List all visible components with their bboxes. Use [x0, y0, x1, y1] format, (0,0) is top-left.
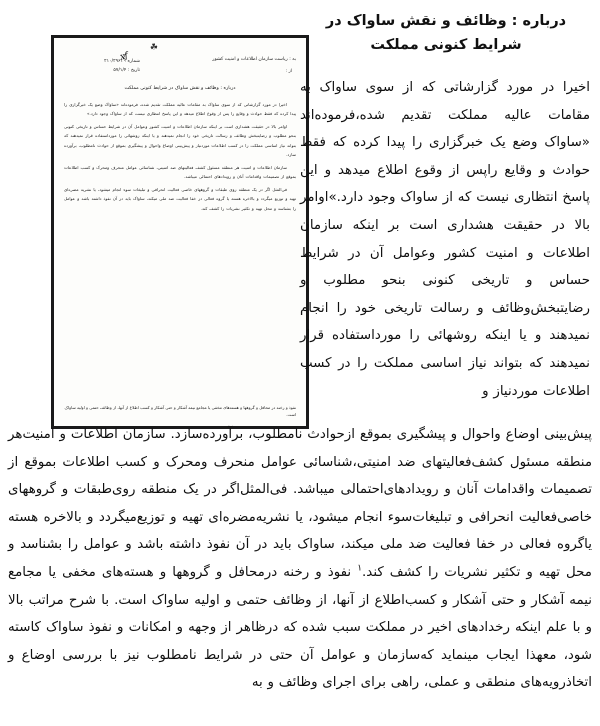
document-subject: درباره : وظائف و نقش ساواک در شرایط کنونی مملکت: [124, 86, 236, 91]
transcription-right-column: اخیرا در مورد گزارشاتی که از سوی ساواک به مقامات عالیه مملکت تقدیم شده،فرموده‌اند «ساواک وضع یک خبرگزاری را پیدا کرده که فقط حوادث و وقایع راپس از وقوع اطلاع میدهد و این پاسخ انتظاری نیست که از ساواک وجود دارد.»اوامر بالا در حقیقت هشداری است بر اینکه سازمان اطلاعات و امنیت کشور وعوامل آن در شرایط حساس و تاریخی کنونی بنحو مطلوب و رضایتبخش‌وظائف و رسالت تاریخی خود را انجام نمیدهند و یا اینکه روشهائی را مورداستفاده قرار نمیدهند که بتواند نیاز اساسی مملکت را در کسب اطلاعات موردنیاز و: [300, 80, 590, 399]
document-addressee: به : ریاست سازمان اطلاعات و امنیت کشور: [212, 57, 296, 62]
document-footer-note: نفوذ و رخنه در محافل و گروهها و هسته‌های مخفی یا مجامع نیمه آشکار و حتی آشکار و کسب اطلاع از آنها، از وظائف حتمی و اولیه ساواک است.: [64, 405, 296, 417]
transcription-full-width: [8, 421, 592, 697]
transcription-part-2: نفوذ و رخنه درمحافل و گروهها و هسته‌های مخفی یا مجامع نیمه آشکار و حتی آشکار و کسب‌اطلاع از آنها، از وظائف حتمی و اولیه ساواک است. با شرح مراتب بالا و با علم اینکه رخدادهای اخیر در مملکت سبب شده که درظاهر از وجهه و امکانات و نفوذ ساواک کاسته شود، معهذا ایجاب مینماید که‌سازمان و عوامل آن حتی در شرایط نامطلوب نیز با بررسی اوضاع و اتخاذرویه‌های منطقی و عملی، راهی برای اجرای وظائف و به: [8, 565, 592, 691]
page-title-line-1: درباره : وظائف و نقش ساواک در: [325, 13, 567, 29]
document-paragraph: اخیرا در مورد گزارشاتی که از سوی ساواک به مقامات عالیه مملکت تقدیم شده، فرموده‌اند «ساواک وضع یک خبرگزاری را پیدا کرده که فقط حوادث و وقایع را پس از وقوع اطلاع میدهد و این پاسخ انتظاری نیست که از ساواک وجود دارد.»: [64, 102, 296, 117]
document-number-row: [58, 58, 140, 67]
document-date-row: [58, 67, 140, 76]
document-number-value: ۲۱۰/۲۹۶۱: [104, 59, 123, 64]
document-meta: [58, 58, 140, 75]
document-number-label: شماره :: [124, 59, 140, 64]
page-title: [300, 10, 592, 58]
document-date-value: ۵۷/۱/۴: [113, 67, 127, 73]
document-body: [64, 100, 296, 216]
scanned-document-image: [51, 35, 309, 429]
document-paragraph: فی‌المثل اگر در یک منطقه روی طبقات و گروههای خاصی فعالیت انحرافی و تبلیغات سوء انجام میشود، یا نشریه مضره‌ای تهیه و توزیع میگردد و بالاخره هسته یا گروه فعالی در خفا فعالیت ضد ملی میکند، ساواک باید در آن نفوذ داشته باشد و عوامل را بشناسد و محل تهیه و تکثیر نشریات را کشف کند.: [64, 186, 296, 211]
document-paragraph: اوامر بالا در حقیقت هشداری است بر اینکه سازمان اطلاعات و امنیت کشور وعوامل آن در شرایط حساس و تاریخی کنونی بنحو مطلوب و رضایتبخش وظائف و رسالت تاریخی خود را انجام نمیدهند و یا اینکه روشهائی را مورداستفاده قرار نمیدهند که بتواند نیاز اساسی مملکت را در کسب اطلاعات موردنیاز و پیش‌بینی اوضاع واحوال و پیشگیری بموقع از حوادث نامطلوب، برآورده سازد.: [64, 123, 296, 158]
signature-icon: x⁄ƒ: [119, 51, 128, 63]
footnote-marker: ۱: [357, 563, 363, 574]
document-paragraph: سازمان اطلاعات و امنیت هر منطقه مسئول کشف فعالیتهای ضد امنیتی، شناسائی عوامل منحرف ومحرک و کسب اطلاعات بموقع از تصمیمات واقدامات آنان و رویدادهای احتمالی میباشد.: [64, 164, 296, 180]
document-from-label: از :: [285, 69, 292, 74]
lion-and-sun-emblem-icon: ☘: [149, 42, 159, 54]
transcription-part-1: پیش‌بینی اوضاع واحوال و پیشگیری بموقع ازحوادث نامطلوب، برآورده‌سازد. سازمان اطلاعات و امنیت‌هر منطقه مسئول کشف‌فعالیتهای ضد امنیتی،شناسائی عوامل منحرف ومحرک و کسب اطلاعات بموقع از تصمیمات واقدامات آنان و رویدادهای‌احتمالی میباشد. فی‌المثل‌اگر در یک منطقه روی‌طبقات و گروههای خاصی‌فعالیت انحرافی و تبلیغات‌سوء انجام میشود، یا نشریه‌مضره‌ای تهیه و توزیع‌میگردد و بالاخره هسته یاگروه فعالی در خفا فعالیت ضد ملی میکند، ساواک باید در آن نفوذ داشته باشد و عوامل را بشناسد و محل تهیه و تکثیر نشریات را کشف کند.: [8, 427, 592, 581]
document-date-label: تاریخ :: [127, 67, 140, 73]
page-title-line-2: شرایط کنونی مملکت: [370, 36, 522, 53]
scanned-document-inner: [54, 38, 306, 426]
